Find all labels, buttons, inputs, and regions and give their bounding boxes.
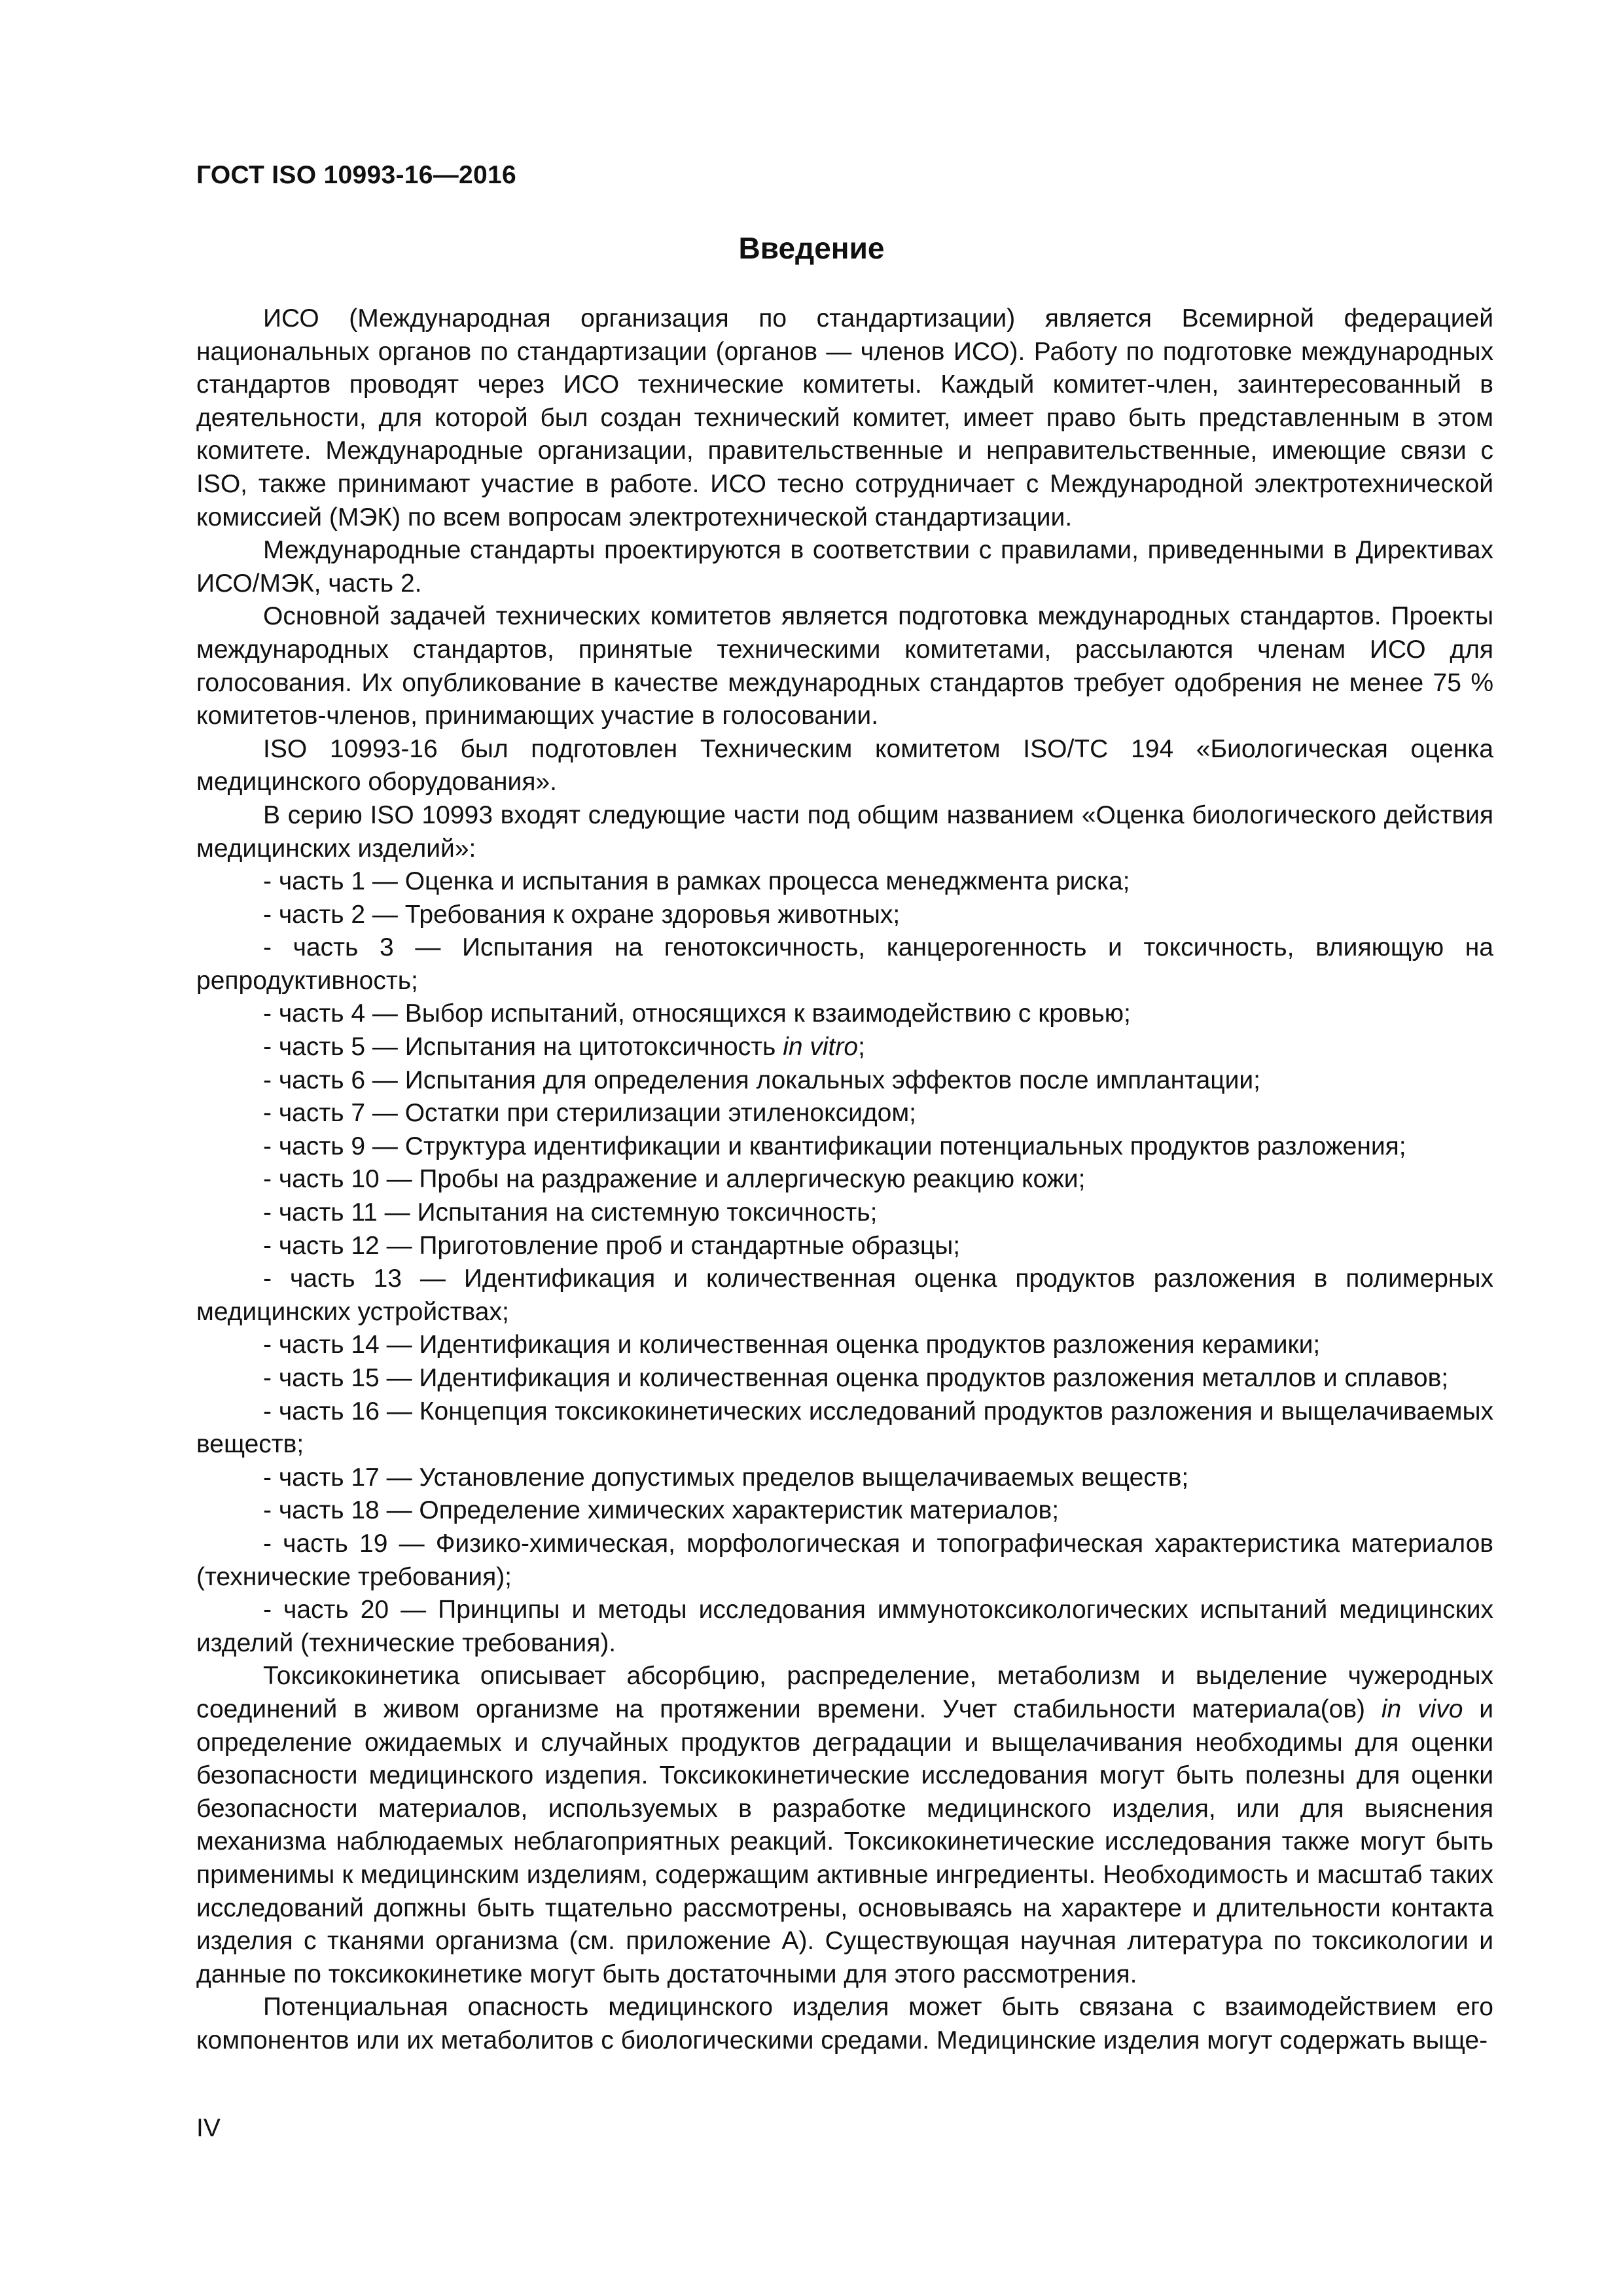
list-item: - часть 3 — Испытания на генотоксичность, канцерогенность и токсичность, влияющую на репродуктивность; [196,933,1493,995]
parts-list [196,865,1493,1660]
toxicokinetics-paragraph: Токсикокинетика описывает абсорбцию, распределение, метаболизм и выделение чужеродных соединений в живом организме на протяжении времени. Учет стабильности материала(ов) in vivo и определение ожидаемых и случайных продуктов деградации и выщелачивания необходимы для оценки безопасности медицинского издепия. Токсикокинетические исследования могут быть полезны для оценки безопасности материалов, используемых в разработке медицинского изделия, или для выяснения механизма наблюдаемых неблагоприятных реакций. Токсикокинетические исследования также могут быть применимы к медицинским изделиям, содержащим активные ингредиенты. Необходимость и масштаб таких исследований допжны быть тщательно рассмотрены, основываясь на характере и длительности контакта изделия с тканями организма (см. приложение А). Существующая научная литература по токсикологии и данные по токсикокинетике могут быть достаточными для этого рассмотрения. [196,1662,1493,1988]
list-item: - часть 14 — Идентификация и количественная оценка продуктов разложения керамики; [263,1331,1321,1359]
intro-paragraph-2: Международные стандарты проектируются в соответствии с правилами, приведенными в Директивах ИСО/МЭК, часть 2. [196,536,1493,598]
intro-paragraph-1: ИСО (Международная организация по стандартизации) является Всемирной федерацией национальных органов по стандартизации (органов — членов ИСО). Работу по подготовке международных стандартов проводят через ИСО технические комитеты. Каждый комитет-член, заинтересованный в деятельности, для которой был создан технический комитет, имеет право быть представленным в этом комитете. Международные организации, правительственные и неправительственные, имеющие связи с ISO, также принимают участие в работе. ИСО тесно сотрудничает с Международной электротехнической комиссией (МЭК) по всем вопросам электротехнической стандартизации. [196,304,1493,531]
list-item: - часть 18 — Определение химических характеристик материалов; [263,1496,1060,1525]
list-item: - часть 4 — Выбор испытаний, относящихся к взаимодействию с кровью; [263,999,1131,1028]
list-item: - часть 13 — Идентификация и количественная оценка продуктов разложения в полимерных медицинских устройствах; [196,1265,1493,1326]
list-item: - часть 16 — Концепция токсикокинетических исследований продуктов разложения и выщелачиваемых веществ; [196,1397,1493,1459]
page-number: IV [196,2114,221,2142]
list-item: - часть 19 — Физико-химическая, морфологическая и топографическая характеристика материалов (технические требования); [196,1529,1493,1591]
document-body [196,302,1493,2057]
list-item: - часть 10 — Пробы на раздражение и аллергическую реакцию кожи; [263,1165,1086,1194]
intro-paragraph-4: ISO 10993-16 был подготовлен Техническим комитетом ISO/TC 194 «Биологическая оценка медицинского оборудования». [196,734,1493,797]
hazard-paragraph: Потенциальная опасность медицинского изделия может быть связана с взаимодействием его компонентов или их метаболитов с биологическими средами. Медицинские изделия могут содержать выще- [196,1993,1493,2054]
intro-paragraph-5: В серию ISO 10993 входят следующие части под общим названием «Оценка биологического действия медицинских изделий»: [196,800,1493,863]
document-code-header: ГОСТ ISO 10993-16—2016 [196,161,516,189]
list-item: - часть 17 — Установление допустимых пределов выщелачиваемых веществ; [263,1463,1189,1492]
list-item: - часть 5 — Испытания на цитотоксичность in vitro; [263,1033,865,1062]
list-item: - часть 2 — Требования к охране здоровья животных; [263,900,901,929]
page-title: Введение [738,231,885,265]
list-item: - часть 12 — Приготовление проб и стандартные образцы; [263,1231,961,1260]
list-item: - часть 6 — Испытания для определения локальных эффектов после имплантации; [263,1066,1261,1094]
list-item: - часть 1 — Оценка и испытания в рамках процесса менеджмента риска; [263,867,1130,896]
list-item: - часть 11 — Испытания на системную токсичность; [263,1198,878,1227]
list-item: - часть 7 — Остатки при стерилизации этиленоксидом; [263,1099,916,1128]
list-item: - часть 20 — Принципы и методы исследования иммунотоксикологических испытаний медицинских изделий (технические требования). [196,1596,1493,1657]
list-item: - часть 9 — Структура идентификации и квантификации потенциальных продуктов разложения; [263,1132,1406,1160]
list-item: - часть 15 — Идентификация и количественная оценка продуктов разложения металлов и сплавов; [263,1364,1449,1392]
intro-paragraph-3: Основной задачей технических комитетов является подготовка международных стандартов. Проекты международных стандартов, принятые техническими комитетами, рассылаются членам ИСО для голосования. Их опубликование в качестве международных стандартов требует одобрения не менее 75 % комитетов-членов, принимающих участие в голосовании. [196,602,1493,730]
